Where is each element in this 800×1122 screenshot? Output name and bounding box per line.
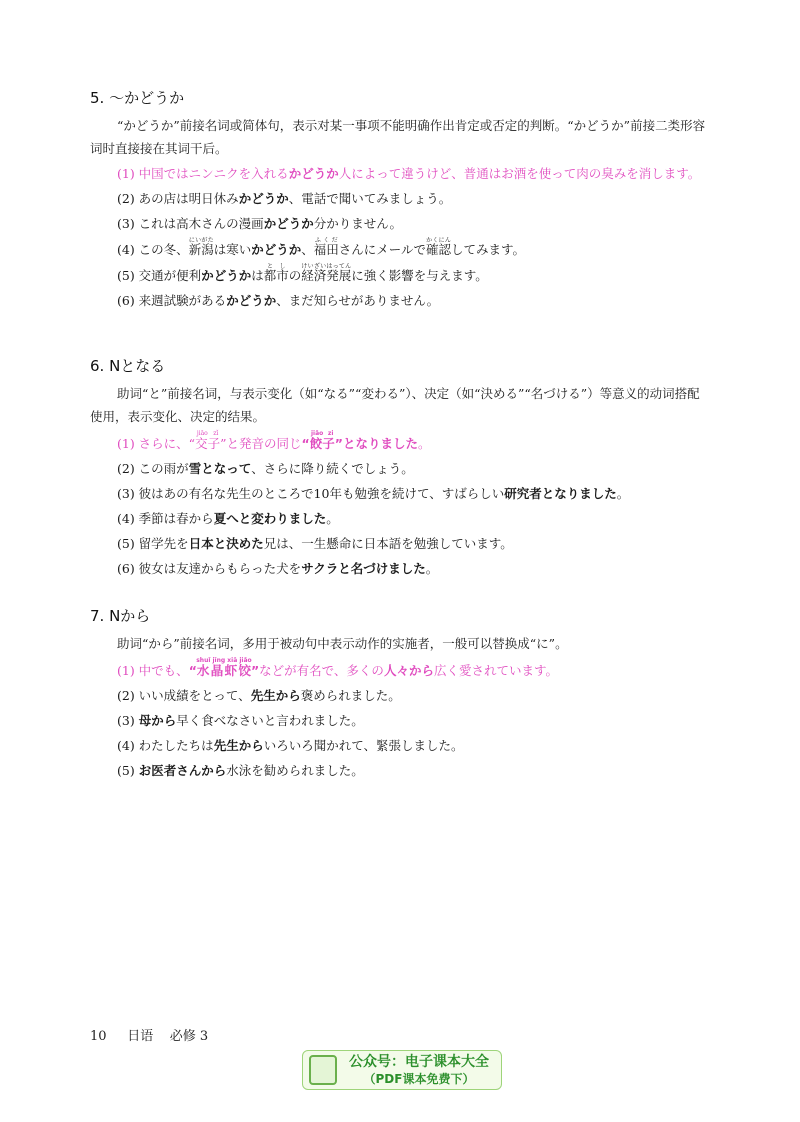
sentence-text: 。	[417, 436, 431, 451]
sentence-text: (3) 彼はあの有名な先生のところで10年も勉強を続けて、すばらしい	[117, 486, 505, 501]
ruby-word	[301, 263, 352, 283]
grammar-highlight: “	[301, 436, 310, 451]
ruby-base: 餃子	[309, 436, 335, 451]
grammar-highlight: ”	[250, 663, 260, 678]
example-sentence	[117, 237, 710, 261]
ruby-base: 経済発展	[301, 268, 352, 283]
sentence-text: (4) この冬、	[117, 242, 189, 257]
grammar-highlight: 研究者となりました	[504, 486, 617, 501]
example-sentence	[117, 482, 710, 505]
furigana: にいがた	[188, 237, 214, 244]
sentence-text: (4) 季節は春から	[117, 511, 214, 526]
example-sentence	[117, 263, 710, 287]
grammar-highlight: 日本と決めた	[188, 536, 264, 551]
ruby-base: 確認	[426, 242, 452, 257]
sentence-text: 、さらに降り続くでしょう。	[251, 461, 414, 476]
section-n-to-naru	[90, 356, 710, 582]
ruby-word	[188, 237, 214, 257]
stamp-text	[343, 1053, 495, 1087]
book-icon	[309, 1055, 337, 1085]
furigana: shuǐ jīng xiā jiǎo	[196, 657, 252, 664]
sentence-text: さんにメールで	[338, 242, 427, 257]
example-sentence	[117, 187, 710, 210]
grammar-highlight: かどうか	[226, 293, 277, 308]
book-volume: 必修 3	[169, 1029, 209, 1044]
ruby-word	[195, 430, 221, 451]
sentence-text: (6) 来週試験がある	[117, 293, 227, 308]
ruby-base: 水晶虾饺	[196, 663, 252, 678]
ruby-base: 交子	[195, 436, 221, 451]
sentence-text: (5) 留学先を	[117, 536, 189, 551]
example-sentence	[117, 709, 710, 732]
sentence-text: 分かりません。	[313, 216, 402, 231]
example-sentence	[117, 162, 710, 185]
grammar-highlight: “	[188, 663, 197, 678]
watermark-stamp	[302, 1050, 502, 1090]
sentence-text: 水泳を勧められました。	[226, 763, 364, 778]
grammar-highlight: 雪となって	[188, 461, 252, 476]
example-sentence	[117, 289, 710, 312]
sentence-text: 、電話で聞いてみましょう。	[288, 191, 452, 206]
section-kadouka	[90, 88, 710, 314]
ruby-word	[313, 237, 339, 257]
stamp-line-2: （PDF课本免费下）	[363, 1072, 475, 1086]
example-sentence	[117, 457, 710, 480]
example-sentence	[117, 759, 710, 782]
furigana: けいざいはってん	[301, 263, 352, 270]
sentence-text: ”と発音の同じ	[220, 436, 302, 451]
example-sentence	[117, 684, 710, 707]
sentence-text: 広く愛されています。	[433, 663, 558, 678]
sentence-text: (1) 中でも、	[117, 663, 189, 678]
section-title: 6. Nとなる	[90, 357, 166, 375]
grammar-highlight: 先生から	[213, 738, 264, 753]
ruby-word	[426, 237, 452, 257]
ruby-base: 福田	[313, 242, 339, 257]
grammar-highlight: かどうか	[201, 268, 252, 283]
furigana: jiāo zǐ	[195, 430, 221, 437]
sentence-text: は	[251, 268, 264, 283]
grammar-highlight: ”となりました	[334, 436, 418, 451]
sentence-text: (1) さらに、“	[117, 436, 196, 451]
sentence-text: 人によって違うけど、普通はお酒を使って肉の臭みを消します。	[338, 166, 701, 181]
example-sentence	[117, 212, 710, 235]
sentence-text: (3)	[117, 713, 139, 728]
sentence-text: (2) この雨が	[117, 461, 189, 476]
sentence-text: 早く食べなさいと言われました。	[176, 713, 364, 728]
sentence-text: (6) 彼女は友達からもらった犬を	[117, 561, 302, 576]
sentence-text: 褒められました。	[300, 688, 401, 703]
example-sentence	[117, 507, 710, 530]
sentence-text: してみます。	[451, 242, 526, 257]
page-footer	[90, 1028, 208, 1046]
furigana: ふくだ	[313, 237, 339, 244]
grammar-highlight: 先生から	[250, 688, 301, 703]
sentence-text: などが有名で、多くの	[259, 663, 384, 678]
section-n-kara	[90, 606, 710, 784]
ruby-word	[309, 430, 335, 451]
sentence-text: 兄は、一生懸命に日本語を勉強しています。	[263, 536, 513, 551]
grammar-highlight: 人々から	[383, 663, 434, 678]
grammar-highlight: 夏へと変わりました	[213, 511, 327, 526]
furigana: かくにん	[426, 237, 452, 244]
page-number: 10	[90, 1029, 107, 1044]
sentence-text: に強く影響を与えます。	[351, 268, 488, 283]
example-sentence	[117, 734, 710, 757]
sentence-text: 、まだ知らせがありません。	[276, 293, 440, 308]
sentence-text: いろいろ聞かれて、緊張しました。	[263, 738, 464, 753]
grammar-highlight: かどうか	[263, 216, 314, 231]
example-sentence	[117, 430, 710, 455]
grammar-highlight: 母から	[138, 713, 177, 728]
sentence-text: は寒い	[213, 242, 252, 257]
sentence-text: (1) 中国ではニンニクを入れる	[117, 166, 289, 181]
sentence-text: (4) わたしたちは	[117, 738, 214, 753]
sentence-text: (2) いい成績をとって、	[117, 688, 251, 703]
grammar-highlight: お医者さんから	[138, 763, 227, 778]
book-title: 日语	[127, 1029, 154, 1044]
sentence-text: 。	[425, 561, 439, 576]
ruby-base: 新潟	[188, 242, 214, 257]
ruby-word	[263, 263, 289, 283]
furigana: とし	[263, 263, 289, 270]
example-sentence	[117, 657, 710, 682]
sentence-text: (5) 交通が便利	[117, 268, 202, 283]
sentence-text: 。	[616, 486, 630, 501]
grammar-highlight: かどうか	[288, 166, 339, 181]
example-sentence	[117, 532, 710, 555]
example-sentence	[117, 557, 710, 580]
sentence-text: 、	[301, 242, 314, 257]
sentence-text: (3) これは高木さんの漫画	[117, 216, 264, 231]
furigana: jiǎo zi	[309, 430, 335, 437]
explanation-paragraph: 助词“から”前接名词，多用于被动句中表示动作的实施者，一般可以替换成“に”。	[117, 636, 568, 651]
grammar-highlight: かどうか	[238, 191, 289, 206]
section-title: 5. ～かどうか	[90, 89, 185, 107]
stamp-line-1: 公众号：电子课本大全	[349, 1054, 489, 1070]
sentence-text: の	[288, 268, 302, 283]
grammar-highlight: かどうか	[251, 242, 302, 257]
ruby-word	[196, 657, 252, 678]
section-title: 7. Nから	[90, 607, 151, 625]
sentence-text: 。	[326, 511, 339, 526]
grammar-highlight: サクラと名づけました	[301, 561, 426, 576]
explanation-paragraph: 助词“と”前接名词，与表示变化（如“なる”“変わる”）、决定（如“決める”“名づける”）等意义的动词搭配使用，表示变化、决定的结果。	[90, 386, 700, 424]
ruby-base: 都市	[263, 268, 289, 283]
explanation-paragraph: “かどうか”前接名词或简体句，表示对某一事项不能明确作出肯定或否定的判断。“かどうか”前接二类形容词时直接接在其词干后。	[90, 118, 706, 156]
sentence-text: (2) あの店は明日休み	[117, 191, 239, 206]
sentence-text: (5)	[117, 763, 139, 778]
